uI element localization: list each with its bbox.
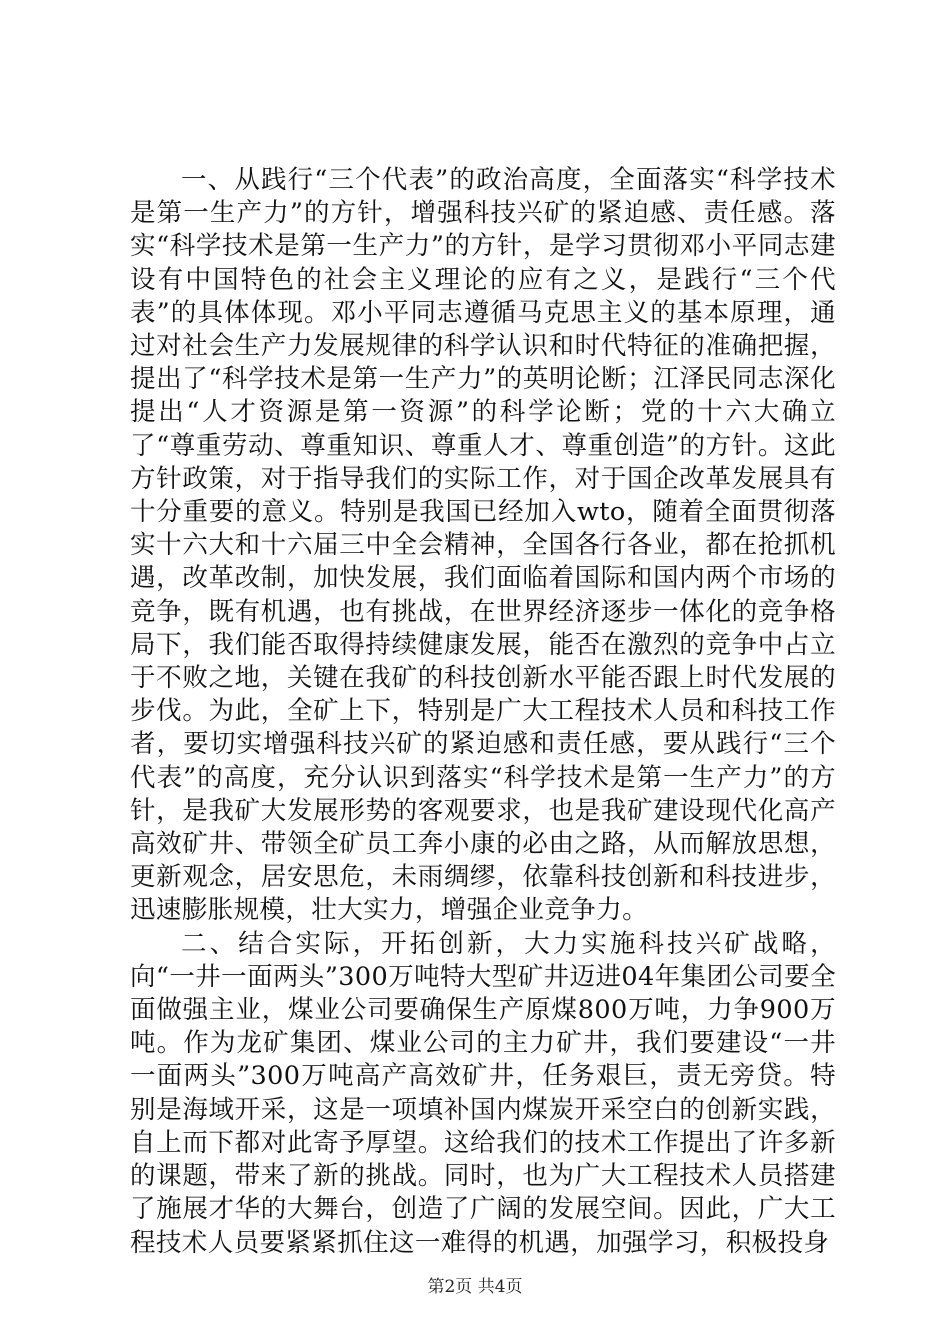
paragraph-1: 一、从践行“三个代表”的政治高度，全面落实“科学技术是第一生产力”的方针，增强科技兴矿的紧迫感、责任感。落实“科学技术是第一生产力”的方针，是学习贯彻邓小平同志建设有中国特色的社会主义理论的应有之义，是践行“三个代表”的具体体现。邓小平同志遵循马克思主义的基本原理，通过对社会生产力发展规律的科学认识和时代特征的准确把握，提出了“科学技术是第一生产力”的英明论断；江泽民同志深化提出“人才资源是第一资源”的科学论断；党的十六大确立了“尊重劳动、尊重知识、尊重人才、尊重创造”的方针。这此方针政策，对于指导我们的实际工作，对于国企改革发展具有十分重要的意义。特别是我国已经加入wto，随着全面贯彻落实十六大和十六届三中全会精神，全国各行各业，都在抢抓机遇，改革改制，加快发展，我们面临着国际和国内两个市场的竞争，既有机遇，也有挑战，在世界经济逐步一体化的竞争格局下，我们能否取得持续健康发展，能否在激烈的竞争中占立于不败之地，关键在我矿的科技创新水平能否跟上时代发展的步伐。为此，全矿上下，特别是广大工程技术人员和科技工作者，要切实增强科技兴矿的紧迫感和责任感，要从践行“三个代表”的高度，充分认识到落实“科学技术是第一生产力”的方针，是我矿大发展形势的客观要求，也是我矿建设现代化高产高效矿井、带领全矿员工奔小康的必由之路，从而解放思想，更新观念，居安思危，未雨绸缪，依靠科技创新和科技进步，迅速膨胀规模，壮大实力，增强企业竞争力。 — [130, 165, 836, 926]
page-number-footer: 第2页 共4页 — [427, 1277, 523, 1297]
document-body — [130, 164, 836, 1260]
paragraph-2: 二、结合实际，开拓创新，大力实施科技兴矿战略，向“一井一面两头”300万吨特大型矿井迈进04年集团公司要全面做强主业，煤业公司要确保生产原煤800万吨，力争900万吨。作为龙矿集团、煤业公司的主力矿井，我们要建设“一井一面两头”300万吨高产高效矿井，任务艰巨，责无旁贷。特别是海域开采，这是一项填补国内煤炭开采空白的创新实践，自上而下都对此寄予厚望。这给我们的技术工作提出了许多新的课题，带来了新的挑战。同时，也为广大工程技术人员搭建了施展才华的大舞台，创造了广阔的发展空间。因此，广大工程技术人员要紧紧抓住这一难得的机遇，加强学习，积极投身 — [130, 928, 836, 1258]
